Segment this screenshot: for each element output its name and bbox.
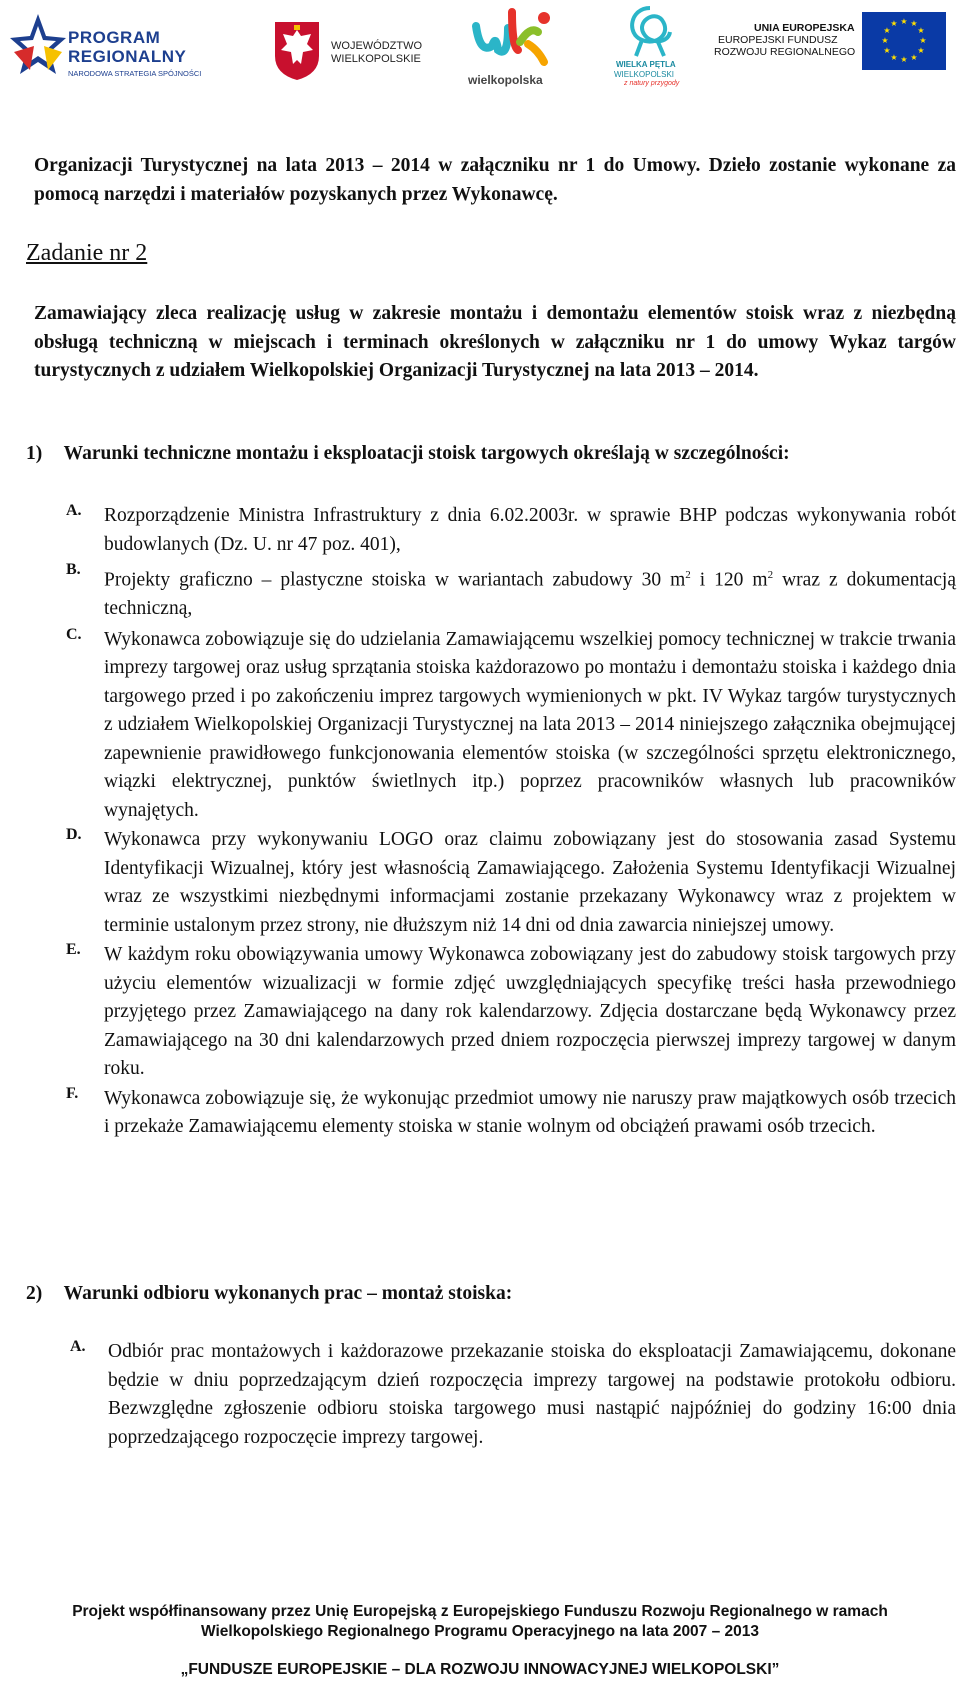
ue-logo-line1: UNIA EUROPEJSKA xyxy=(754,22,855,34)
svg-text:★: ★ xyxy=(917,46,925,55)
wojewodztwo-logo-line1: WOJEWÓDZTWO xyxy=(331,40,423,52)
list-item xyxy=(66,941,956,1084)
intro-paragraph: Organizacji Turystycznej na lata 2013 – 2014 w załączniku nr 1 do Umowy. Dzieło zostanie wykonane za pomocą narzędzi i materiałów pozyskanych przez Wykonawcę. xyxy=(34,155,956,205)
program-logo-line3: NARODOWA STRATEGIA SPÓJNOŚCI xyxy=(68,69,202,78)
svg-text:★: ★ xyxy=(881,36,889,45)
wojewodztwo-logo xyxy=(273,20,423,84)
list-marker: C. xyxy=(66,625,82,643)
list-item-text: W każdym roku obowiązywania umowy Wykonawca zobowiązany jest do zabudowy stoisk targowych przy użyciu elementów wizualizacji w formie zdjęć uwzględniających specyfikę treści hasła przewodniego przyjętego przez Zamawiającego na dany rok kalendarzowy. Zdjęcia dostarczane będą Wykonawcy przez Zamawiającego na 30 dni kalendarzowych przed dniem rozpoczęcia pierwszej imprezy targowej w danym roku. xyxy=(104,944,956,1079)
program-logo-line2: REGIONALNY xyxy=(68,47,187,66)
task-heading: Zadanie nr 2 xyxy=(26,240,148,266)
section1-list xyxy=(66,502,956,1142)
list-marker: B. xyxy=(66,561,81,578)
list-item-text: Wykonawca zobowiązuje się do udzielania Zamawiającemu wszelkiej pomocy technicznej w trakcie trwania imprezy targowej oraz usług sprzątania stoiska każdorazowo po montażu i demontażu stoiska i każdego dnia targowego przed i po zakończeniu imprez targowych wymienionych w pkt. IV Wykaz targów turystycznych z udziałem Wielkopolskiej Organizacji Turystycznej na lata 2013 – 2014 niniejszego załącznika obejmującej zapewnienie prawidłowego funkcjonowania elementów stoiska (w szczególności sprzętu elektronicznego, wiązki elektrycznej, punktów świetlnych itp.) poprzez pracowników własnych lub pracowników wynajętych. xyxy=(104,628,956,821)
wot-logo-caption: wielkopolska xyxy=(468,73,543,87)
program-regionalny-logo xyxy=(8,12,223,87)
svg-text:★: ★ xyxy=(883,26,891,35)
svg-text:★: ★ xyxy=(890,53,898,62)
list-item xyxy=(66,826,956,940)
footer-line2: Wielkopolskiego Regionalnego Programu Operacyjnego na lata 2007 – 2013 xyxy=(200,1623,760,1640)
wielka-petla-line3: z natury przygody xyxy=(624,80,680,87)
wot-wielkopolska-logo xyxy=(468,6,553,90)
section1-heading xyxy=(26,443,956,465)
eagle-crest-icon xyxy=(273,20,321,82)
list-marker: A. xyxy=(70,1338,86,1355)
section2-number: 2) xyxy=(26,1283,43,1304)
list-marker: E. xyxy=(66,941,81,958)
svg-text:★: ★ xyxy=(910,19,918,28)
svg-text:★: ★ xyxy=(919,36,927,45)
section1-title: Warunki techniczne montażu i eksploatacji stoisk targowych określają w szczególności: xyxy=(63,443,790,464)
knot-loop-icon xyxy=(620,4,680,60)
list-item xyxy=(70,1338,956,1452)
list-item xyxy=(66,1085,956,1142)
section2-heading xyxy=(26,1283,956,1305)
list-item xyxy=(66,502,956,559)
ue-logo-line2: EUROPEJSKI FUNDUSZ xyxy=(718,34,838,46)
section2-list xyxy=(70,1338,956,1452)
wielka-petla-line2: WIELKOPOLSKI xyxy=(614,70,675,79)
list-marker: F. xyxy=(66,1084,79,1102)
list-item-text: Odbiór prac montażowych i każdorazowe przekazanie stoiska do eksploatacji Zamawiającemu, dokonane będzie w dniu poprzedzającym dzień rozpoczęcia imprezy targowej na podstawie protokołu odbioru. Bezwzględne zgłoszenie odbioru stoiska targowego musi nastąpić najpóźniej do godziny 16:00 dnia poprzedzającego rozpoczęcie imprezy targowej. xyxy=(108,1341,956,1448)
svg-text:★: ★ xyxy=(890,19,898,28)
wielka-petla-logo xyxy=(604,4,699,90)
footer xyxy=(0,1602,960,1679)
footer-slogan: „FUNDUSZE EUROPEJSKIE – DLA ROZWOJU INNOWACYJNEJ WIELKOPOLSKI” xyxy=(180,1661,780,1678)
list-item-text: Wykonawca przy wykonywaniu LOGO oraz claimu zobowiązany jest do stosowania zasad Systemu Identyfikacji Wizualnej, który jest własnością Zamawiającego. Założenia Systemu Identyfikacji Wizualnej wraz ze wszystkimi niezbędnymi informacjami zostanie przekazany Wykonawcy wraz z projektem w terminie ustalonym przez strony, nie dłuższym niż 14 dni od dnia zawarcia niniejszej umowy. xyxy=(104,829,956,936)
list-item-text: Wykonawca zobowiązuje się, że wykonując przedmiot umowy nie naruszy praw majątkowych osób trzecich i przekaże Zamawiającemu elementy stoiska w stanie wolnym od obciążeń prawami osób trzecich. xyxy=(104,1087,956,1137)
list-marker: D. xyxy=(66,826,82,843)
svg-text:★: ★ xyxy=(900,55,908,64)
footer-line1: Projekt współfinansowany przez Unię Europejską z Europejskiego Funduszu Rozwoju Regionalnego w ramach xyxy=(72,1603,888,1620)
section2-title: Warunki odbioru wykonanych prac – montaż stoiska: xyxy=(63,1283,513,1304)
section1-number: 1) xyxy=(26,443,43,464)
list-item xyxy=(66,561,956,624)
program-logo-line1: PROGRAM xyxy=(68,28,161,47)
list-item-text: Rozporządzenie Ministra Infrastruktury z dnia 6.02.2003r. w sprawie BHP podczas wykonywania robót budowlanych (Dz. U. nr 47 poz. 401), xyxy=(104,505,956,555)
wojewodztwo-logo-line2: WIELKOPOLSKIE xyxy=(331,53,421,65)
svg-text:★: ★ xyxy=(910,53,918,62)
svg-text:★: ★ xyxy=(917,26,925,35)
list-item xyxy=(66,626,956,826)
task-paragraph: Zamawiający zleca realizację usług w zakresie montażu i demontażu elementów stoisk wraz z niezbędną obsługą techniczną w miejscach i terminach określonych w załączniku nr 1 do umowy Wykaz targów turystycznych z udziałem Wielkopolskiej Organizacji Turystycznej na lata 2013 – 2014. xyxy=(34,303,956,381)
wot-colorful-mark-icon xyxy=(468,6,553,70)
svg-text:★: ★ xyxy=(883,46,891,55)
eu-flag-icon xyxy=(862,12,946,70)
ue-logo-line3: ROZWOJU REGIONALNEGO xyxy=(714,46,856,58)
unia-europejska-logo xyxy=(714,12,946,70)
wielka-petla-line1: WIELKA PĘTLA xyxy=(616,60,676,69)
program-regionalny-star-icon xyxy=(8,12,68,84)
svg-text:★: ★ xyxy=(900,17,908,26)
list-marker: A. xyxy=(66,502,82,519)
list-item-text: Projekty graficzno – plastyczne stoiska w wariantach zabudowy 30 $m^2$ i 120 $m^2$ wraz z dokumentacją techniczną, xyxy=(104,569,957,619)
header-logos xyxy=(0,0,960,95)
